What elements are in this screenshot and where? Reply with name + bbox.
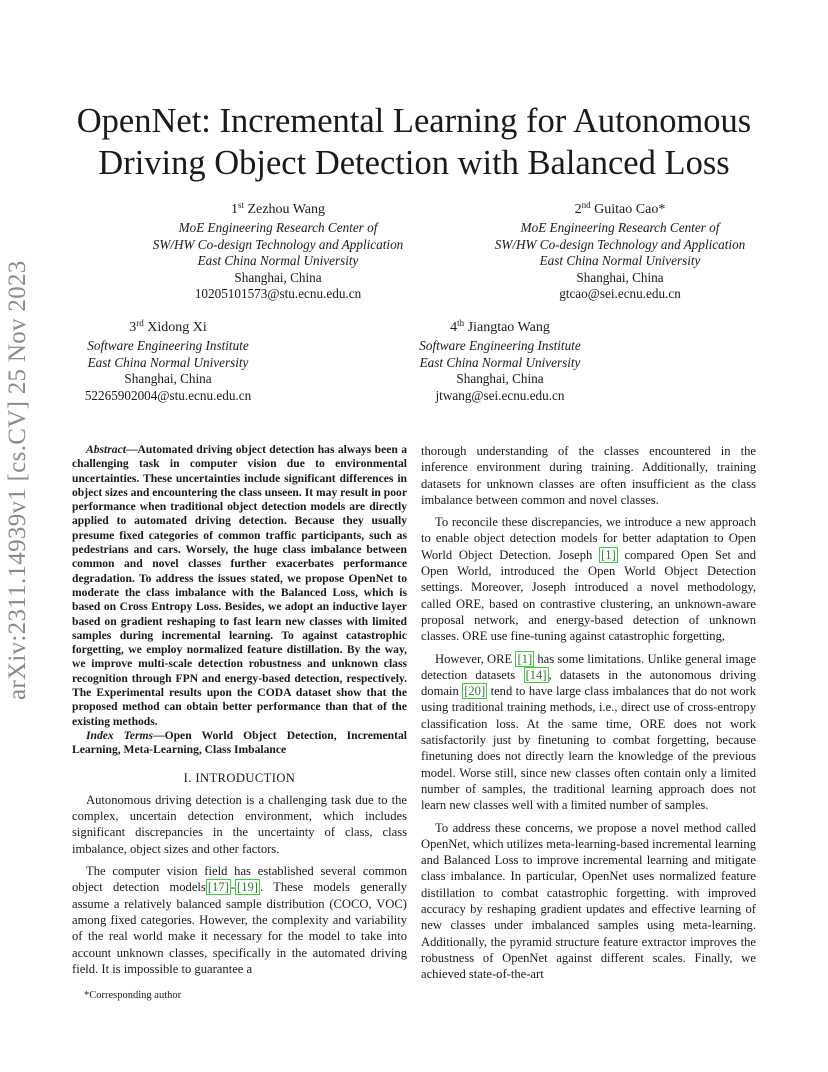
paragraph-text: compared Open Set and Open World, introduced the Open World Object Detection settings. Moreover, Joseph introduced a novel methodology, called ORE, based on contrastive clustering, an unknown-aware proposal network, and energy-based detection of unknown classes. ORE use fine-tuning against catastrophic forgetting,	[421, 547, 756, 644]
author-affiliation: Software Engineering Institute	[419, 338, 581, 353]
author-name: Guitao Cao*	[594, 202, 666, 217]
author-affiliation: Software Engineering Institute	[87, 338, 249, 353]
author-affiliation: East China Normal University	[539, 253, 701, 268]
abstract-text: —Automated driving object detection has always been a challenging task in computer vision due to environmental uncertainties. These uncertainties include significant differences in object sizes and encountering the class unseen. It may result in poor performance when traditional object detection models are directly applied to automated driving detection. Because they usually presume fixed categories of common traffic participants, such as pedestrians and cars. Worsely, the huge class imbalance between common and novel classes further exacerbates performance degradation. To address the issues stated, we propose OpenNet to moderate the class imbalance with the Balanced Loss, which is based on Cross Entropy Loss. Besides, we adopt an inductive layer based on gradient reshaping to fast learn new classes with limited samples during incremental learning. To against catastrophic forgetting, we employ normalized feature distillation. By the way, we improve multi-scale detection robustness and unknown class recognition through FPN and energy-based detection, respectively. The Experimental results upon the CODA dataset show that the proposed method can obtain better performance than that of the existing methods.	[72, 443, 407, 728]
citation-link[interactable]: [19]	[237, 880, 258, 895]
intro-paragraph-4	[421, 651, 756, 814]
intro-paragraph-5: To address these concerns, we propose a novel method called OpenNet, which utilizes meta-learning-based incremental learning and Balanced Loss to improve incremental learning and mitigate class imbalance. In particular, OpenNet uses normalized feature distillation to combat catastrophic forgetting. with improved accuracy by reshaping gradient updates and effective learning of new classes under imbalanced samples using meta-learning. Additionally, the pyramid structure feature extractor improves the robustness of OpenNet against different scales. Finally, we achieved state-of-the-art	[421, 820, 757, 982]
author-email[interactable]: 52265902004@stu.ecnu.edu.cn	[84, 387, 252, 403]
author-email[interactable]: 10205101573@stu.ecnu.edu.cn	[194, 286, 362, 301]
author-email[interactable]: jtwang@sei.ecnu.edu.cn	[435, 387, 565, 403]
intro-paragraph-2	[72, 863, 407, 977]
author-ordinal: 1	[230, 202, 238, 217]
paper-title	[60, 100, 768, 184]
author-affiliation: MoE Engineering Research Center of	[520, 220, 720, 235]
paragraph-text: -	[230, 880, 236, 895]
paragraph-text: . These models generally assume a relatively balanced sample distribution (COCO, VOC) among fixed categories. However, the complexity and variability of the real world make it necessary for the model to take into account unknown classes, specifically in the automated driving field. It is impossible to guarantee a	[72, 880, 407, 976]
paragraph-text: However, ORE	[435, 651, 516, 666]
citation-link[interactable]: [20]	[464, 684, 486, 699]
citation-link[interactable]: [14]	[525, 667, 547, 682]
paragraph-text: To reconcile these discrepancies, we introduce a new approach to enable object detection models for better adaptation to Open World Object Detection. Joseph	[421, 515, 756, 562]
index-terms-text: —Open World Object Detection, Incremental Learning, Meta-Learning, Class Imbalance	[72, 728, 407, 757]
author-block-1	[120, 196, 436, 303]
right-column	[421, 443, 756, 983]
left-column	[72, 443, 407, 977]
author-email[interactable]: gtcao@sei.ecnu.edu.cn	[559, 286, 681, 301]
author-ordinal-suffix: st	[237, 200, 244, 210]
author-city: Shanghai, China	[456, 371, 544, 386]
citation-link[interactable]: [1]	[517, 651, 533, 666]
author-ordinal-suffix: nd	[581, 200, 591, 210]
index-terms	[72, 729, 407, 758]
paragraph-text: has some limitations. Unlike general image detection datasets	[421, 651, 756, 682]
intro-paragraph-3	[421, 514, 756, 644]
author-block-4	[382, 314, 618, 404]
abstract	[72, 443, 407, 729]
author-ordinal: 2	[574, 202, 582, 217]
citation-link[interactable]: [17]	[207, 880, 229, 895]
author-ordinal: 3	[129, 320, 137, 335]
author-name: Zezhou Wang	[247, 202, 326, 217]
paragraph-text: tend to have large class imbalances that do not work using traditional training methods, i.e., direct use of cross-entropy classification loss. At the same time, ORE does not work satisfactorily just by finetuning to combat forgetting, because finetuning does not directly learn the knowledge of the previous model. Worse still, since new classes often contain only a limited number of samples, the traditional learning approach does not learn new classes well with a limited number of samples.	[421, 684, 756, 813]
author-name: Jiangtao Wang	[467, 320, 550, 335]
paragraph-text: The computer vision field has established several common object detection models	[72, 864, 407, 895]
author-affiliation: SW/HW Co-design Technology and Application	[152, 236, 404, 252]
author-city: Shanghai, China	[576, 269, 664, 285]
title-line-1: OpenNet: Incremental Learning for Autonomous	[76, 102, 752, 140]
section-heading: I. INTRODUCTION	[183, 770, 296, 785]
author-affiliation: East China Normal University	[419, 354, 581, 370]
author-ordinal: 4	[450, 320, 458, 335]
author-name: Xidong Xi	[147, 320, 207, 335]
author-affiliation: SW/HW Co-design Technology and Application	[494, 236, 746, 252]
paragraph-text: , datasets in the autonomous driving domain	[421, 667, 756, 699]
intro-paragraph-continued: thorough understanding of the classes encountered in the inference environment during training. Additionally, training datasets for unknown classes are often insufficient as the class imbalance between common and novel classes.	[421, 444, 756, 507]
intro-paragraph-1: Autonomous driving detection is a challenging task due to the complex, uncertain detection environment, which includes significant discrepancies in the uncertainty of class, class imbalance, object sizes and other factors.	[72, 792, 407, 856]
author-city: Shanghai, China	[124, 371, 212, 386]
author-block-2	[462, 196, 778, 303]
title-line-2: Driving Object Detection with Balanced Loss	[98, 144, 730, 182]
arxiv-identifier: arXiv:2311.14939v1 [cs.CV] 25 Nov 2023	[4, 260, 31, 700]
author-block-3	[50, 314, 286, 404]
author-affiliation: East China Normal University	[87, 354, 249, 370]
abstract-label: Abstract	[86, 443, 126, 456]
author-city: Shanghai, China	[234, 269, 322, 285]
author-affiliation: East China Normal University	[197, 253, 359, 268]
author-ordinal-suffix: th	[457, 318, 465, 328]
author-ordinal-suffix: rd	[136, 318, 144, 328]
index-terms-label: Index Terms	[86, 728, 153, 742]
citation-link[interactable]: [1]	[601, 547, 616, 562]
footnote: *Corresponding author	[84, 990, 182, 1001]
author-affiliation: MoE Engineering Research Center of	[178, 220, 378, 235]
